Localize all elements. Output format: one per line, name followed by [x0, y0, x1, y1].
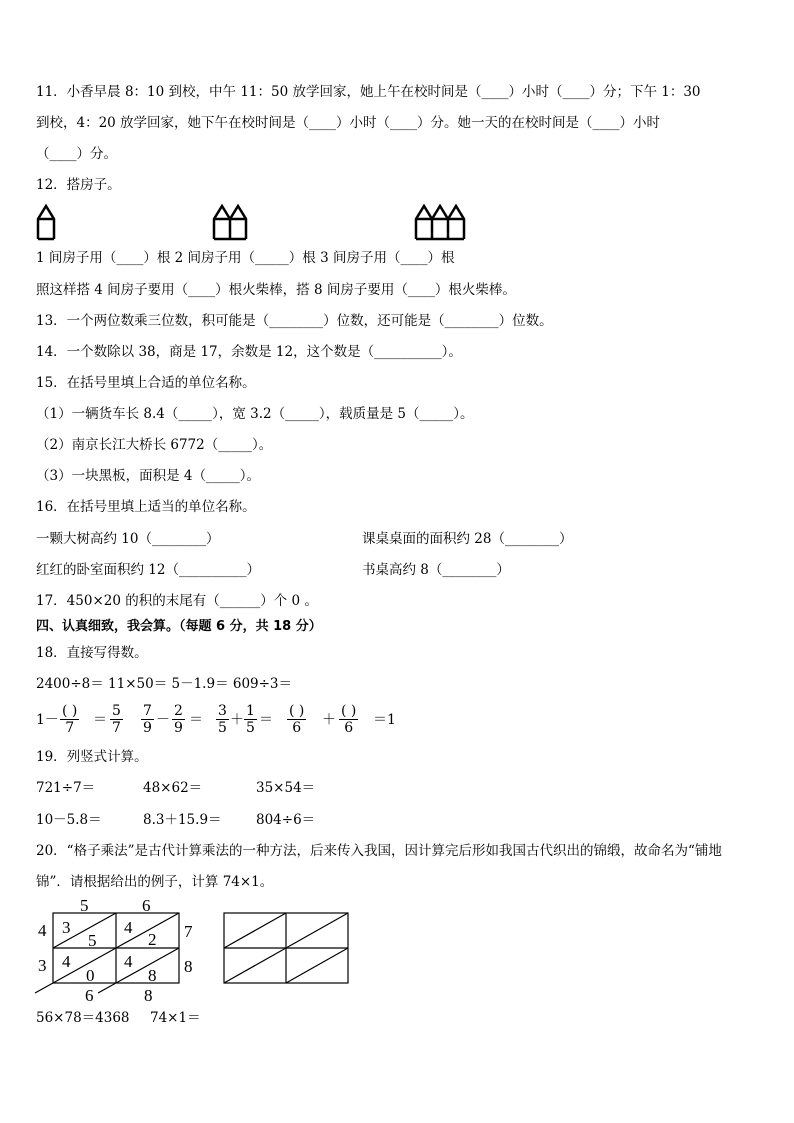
q18-title: 18．直接写得数。 [36, 645, 148, 661]
q18-frac-blank-6a: ( ) 6 [289, 703, 305, 736]
q19-e: 8.3＋15.9＝ [143, 812, 222, 828]
lattice-cell-4-ones: 8 [148, 966, 157, 985]
q12-line1: 1 间房子用（____）根 2 间房子用（_____）根 3 间房子用（____）根 [36, 250, 455, 266]
q18-plus-b: ＋ [322, 712, 336, 728]
lattice-example-result: 56×78＝4368 [36, 1010, 130, 1026]
matchstick-houses-figure [36, 203, 476, 241]
q16-title: 16．在括号里填上适当的单位名称。 [36, 499, 256, 515]
lattice-cell-4-tens: 4 [124, 952, 133, 971]
q18-frac-5-7: $\frac{5}{7}$ [112, 703, 121, 736]
q19-d: 10－5.8＝ [36, 812, 102, 828]
q18-frac-blank-7: ( ) 7 [62, 703, 78, 736]
q18-eq-a: ＝ [93, 712, 107, 728]
q18-eq-b: ＝ [189, 712, 203, 728]
q19-b: 48×62＝ [143, 780, 203, 796]
section-4-heading: 四、认真细致，我会算。（每题 6 分，共 18 分） [36, 619, 322, 634]
house-1-icon [38, 206, 54, 239]
q19-c: 35×54＝ [256, 780, 316, 796]
q18-frac-7-9: $\frac{7}{9}$ [143, 703, 152, 736]
q19-a: 721÷7＝ [36, 780, 96, 796]
lattice-cell-2-ones: 2 [148, 930, 157, 949]
q12-title: 12．搭房子。 [36, 177, 121, 193]
lattice-right-digit-1: 7 [184, 922, 193, 941]
house-3-icon [416, 206, 464, 239]
q18-frac-blank-6b: ( ) 6 [341, 703, 357, 736]
lattice-bottom-digit-1: 6 [85, 986, 94, 1005]
lattice-example-figure [30, 895, 200, 1005]
q15-item3: （3）一块黑板，面积是 4（_____）。 [36, 468, 260, 484]
q11-line2: 到校，4：20 放学回家，她下午在校时间是（____）小时（____）分。她一天的在校时间是（____）小时 [36, 115, 661, 131]
lattice-top-digit-1: 5 [80, 896, 89, 915]
lattice-top-digit-2: 6 [142, 896, 151, 915]
q19-f: 804÷6＝ [256, 812, 316, 828]
q16-item-b: 课桌桌面的面积约 28（________） [362, 531, 573, 547]
lattice-cell-1-tens: 3 [62, 918, 71, 937]
q15-item1: （1）一辆货车长 8.4（_____），宽 3.2（_____），载质量是 5（_____）。 [36, 406, 474, 422]
q18-frac-1-5: $\frac{1}{5}$ [246, 703, 255, 736]
q12-line2: 照这样搭 4 间房子要用（____）根火柴棒，搭 8 间房子要用（____）根火柴棒。 [36, 282, 516, 298]
lattice-cell-2-tens: 4 [124, 918, 133, 937]
lattice-cell-3-tens: 4 [62, 952, 71, 971]
house-2-icon [214, 206, 246, 239]
q17-text: 17．450×20 的积的末尾有（______）个 0 。 [36, 593, 318, 609]
lattice-cell-3-ones: 0 [86, 966, 95, 985]
q19-title: 19．列竖式计算。 [36, 749, 148, 765]
lattice-left-digit-1: 4 [38, 921, 47, 940]
q16-item-d: 书桌高约 8（________） [362, 562, 510, 578]
lattice-bottom-digit-2: 8 [144, 986, 153, 1005]
q13-text: 13．一个两位数乘三位数，积可能是（________）位数，还可能是（________）位数。 [36, 313, 553, 329]
lattice-left-digit-2: 3 [38, 956, 47, 975]
q18-one-minus: 1－ [36, 712, 59, 728]
q18-frac-2-9: $\frac{2}{9}$ [174, 703, 183, 736]
q18-row1: 2400÷8＝ 11×50＝ 5－1.9＝ 609÷3＝ [36, 676, 293, 692]
q15-item2: （2）南京长江大桥长 6772（_____）。 [36, 437, 273, 453]
lattice-answer-grid [222, 911, 352, 987]
q20-line2: 锦”．请根据给出的例子，计算 74×1。 [36, 874, 274, 890]
q11-line1: 11．小香早晨 8：10 到校，中午 11：50 放学回家，她上午在校时间是（____）小时（____）分；下午 1：30 [36, 84, 701, 100]
q18-frac-3-5: $\frac{3}{5}$ [218, 703, 227, 736]
q15-title: 15．在括号里填上合适的单位名称。 [36, 375, 256, 391]
q16-item-c: 红红的卧室面积约 12（__________） [36, 562, 260, 578]
q20-line1: 20．“格子乘法”是古代计算乘法的一种方法，后来传入我国，因计算完后形如我国古代织出的锦缎，故命名为“铺地 [36, 843, 722, 859]
q11-line3: （____）分。 [36, 146, 117, 162]
lattice-right-digit-2: 8 [184, 957, 193, 976]
lattice-cell-1-ones: 5 [88, 931, 97, 950]
lattice-task: 74×1＝ [150, 1010, 201, 1026]
q16-item-a: 一颗大树高约 10（________） [36, 531, 220, 547]
q18-eq-c: ＝ [259, 712, 273, 728]
q14-text: 14．一个数除以 38，商是 17，余数是 12，这个数是（__________）。 [36, 344, 462, 360]
q18-plus-a: ＋ [230, 712, 244, 728]
q18-eq-one: ＝1 [373, 712, 396, 728]
q18-minus: － [156, 712, 170, 728]
